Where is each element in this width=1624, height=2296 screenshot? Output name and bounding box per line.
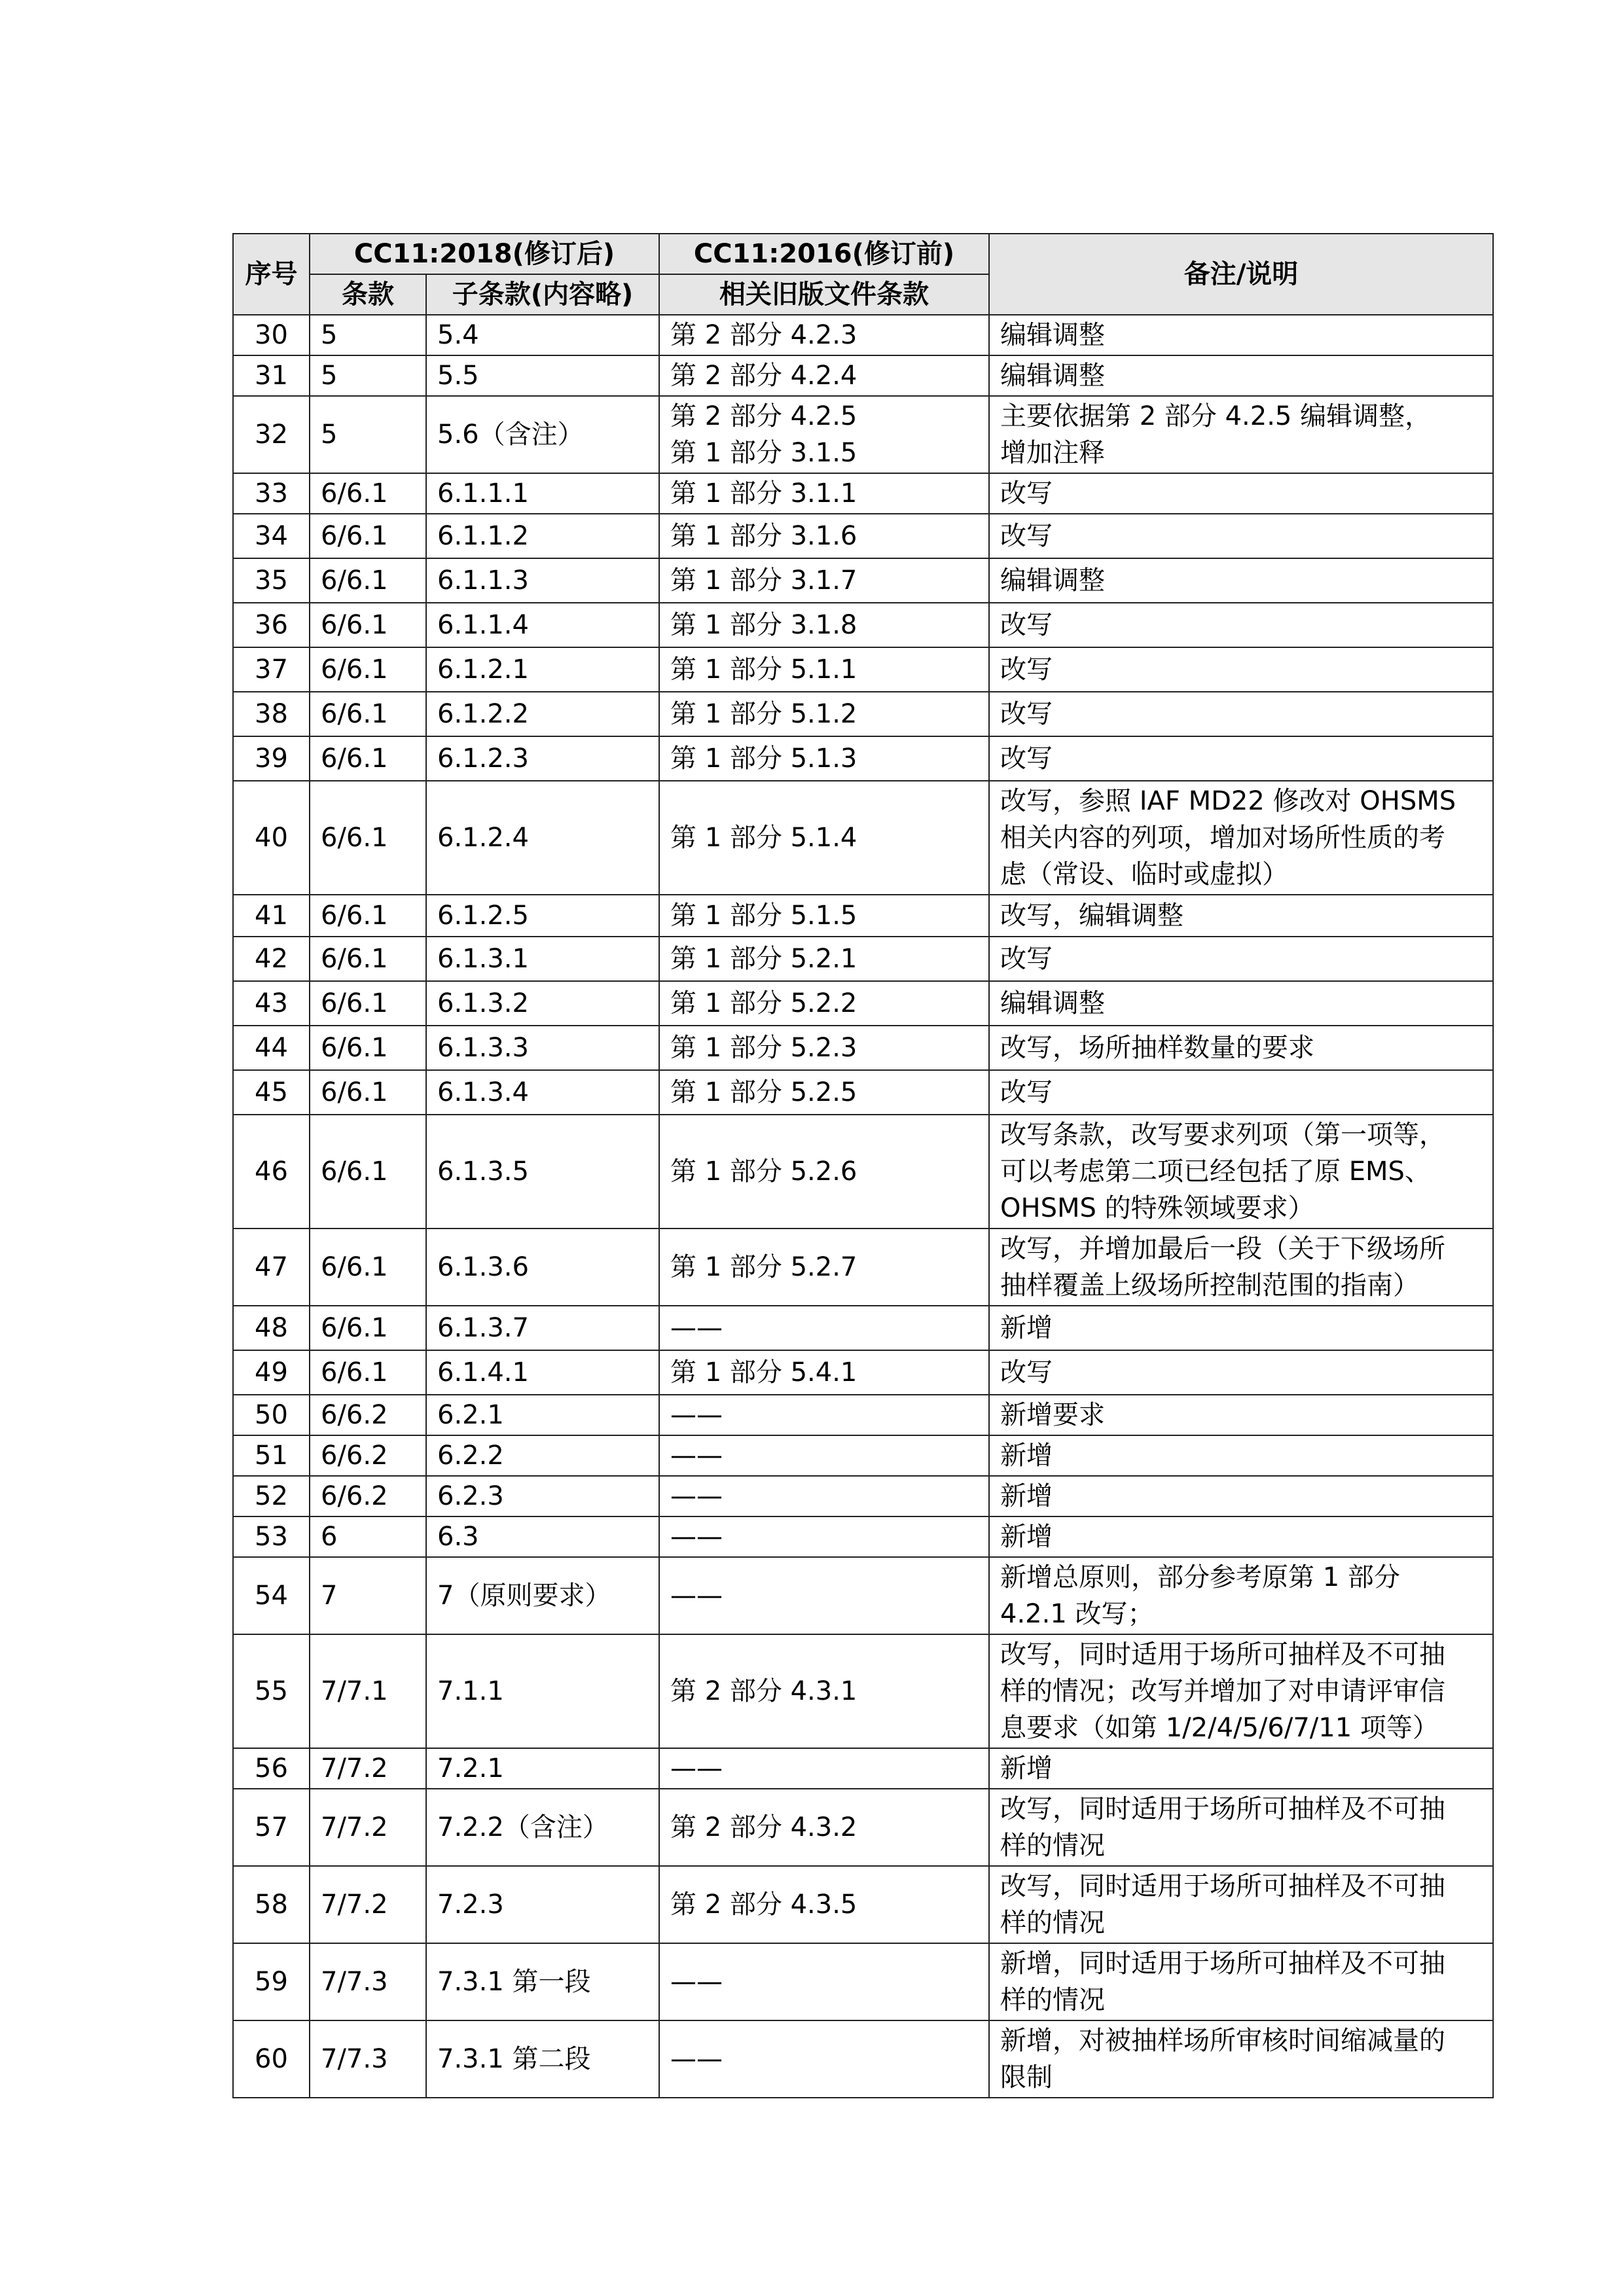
table-header [233,234,1493,315]
cell-subclause: 6.2.1 [426,1395,659,1435]
cell-old-clause: 第 1 部分 3.1.8 [659,603,989,647]
table-row [233,1306,1493,1350]
cell-note: 主要依据第 2 部分 4.2.5 编辑调整， 增加注释 [989,396,1493,473]
cell-subclause: 7（原则要求） [426,1557,659,1634]
cell-clause: 6/6.1 [310,1229,426,1306]
table-row [233,473,1493,514]
cell-clause: 5 [310,315,426,355]
header-old-clause: 相关旧版文件条款 [659,274,989,315]
cell-subclause: 7.3.1 第二段 [426,2020,659,2098]
cell-seq: 48 [233,1306,310,1350]
cell-note: 改写，同时适用于场所可抽样及不可抽 样的情况 [989,1866,1493,1943]
cell-seq: 41 [233,895,310,937]
header-clause: 条款 [310,274,426,315]
cell-seq: 53 [233,1516,310,1557]
cell-old-clause: 第 1 部分 3.1.7 [659,558,989,603]
cell-old-clause: 第 1 部分 5.4.1 [659,1350,989,1395]
cell-subclause: 5.5 [426,355,659,396]
cell-clause: 5 [310,396,426,473]
cell-subclause: 7.1.1 [426,1634,659,1748]
table-row [233,1395,1493,1435]
table-row [233,603,1493,647]
cell-note: 编辑调整 [989,315,1493,355]
cell-old-clause: 第 2 部分 4.2.3 [659,315,989,355]
cell-note: 编辑调整 [989,558,1493,603]
cell-clause: 6/6.2 [310,1395,426,1435]
table-row [233,1516,1493,1557]
cell-old-clause: 第 1 部分 5.2.6 [659,1115,989,1229]
cell-note: 新增，同时适用于场所可抽样及不可抽 样的情况 [989,1943,1493,2020]
cell-clause: 6/6.1 [310,603,426,647]
cell-seq: 36 [233,603,310,647]
table-row [233,1070,1493,1115]
cell-subclause: 7.2.1 [426,1748,659,1789]
cell-old-clause: —— [659,2020,989,2098]
cell-subclause: 6.1.3.7 [426,1306,659,1350]
cell-seq: 45 [233,1070,310,1115]
cell-clause: 6/6.2 [310,1476,426,1516]
cell-old-clause: 第 2 部分 4.2.5 第 1 部分 3.1.5 [659,396,989,473]
cell-clause: 7/7.2 [310,1748,426,1789]
cell-seq: 59 [233,1943,310,2020]
cell-clause: 6/6.1 [310,647,426,692]
cell-seq: 33 [233,473,310,514]
cell-clause: 6/6.1 [310,1115,426,1229]
cell-seq: 46 [233,1115,310,1229]
header-cc11-2018: CC11:2018(修订后) [310,234,659,274]
cell-old-clause: 第 1 部分 5.2.2 [659,981,989,1026]
table-row [233,396,1493,473]
cell-seq: 51 [233,1435,310,1476]
cell-seq: 55 [233,1634,310,1748]
cell-seq: 57 [233,1789,310,1866]
cell-old-clause: 第 2 部分 4.2.4 [659,355,989,396]
cell-old-clause: 第 1 部分 5.1.5 [659,895,989,937]
table-body [233,315,1493,2098]
cell-old-clause: —— [659,1306,989,1350]
cell-seq: 56 [233,1748,310,1789]
cell-subclause: 6.3 [426,1516,659,1557]
cell-subclause: 7.2.2（含注） [426,1789,659,1866]
cell-seq: 52 [233,1476,310,1516]
cell-clause: 6/6.1 [310,473,426,514]
cell-clause: 7 [310,1557,426,1634]
cell-seq: 44 [233,1026,310,1070]
cell-seq: 35 [233,558,310,603]
cell-clause: 6/6.1 [310,1350,426,1395]
table-row [233,692,1493,736]
table-row [233,1115,1493,1229]
table-row [233,781,1493,895]
cell-subclause: 6.1.1.2 [426,514,659,558]
cell-old-clause: 第 1 部分 5.2.7 [659,1229,989,1306]
cell-seq: 54 [233,1557,310,1634]
cell-subclause: 6.1.3.2 [426,981,659,1026]
cell-note: 编辑调整 [989,981,1493,1026]
cell-seq: 50 [233,1395,310,1435]
cell-old-clause: —— [659,1943,989,2020]
cell-note: 新增要求 [989,1395,1493,1435]
table-row [233,1229,1493,1306]
cell-subclause: 6.1.3.3 [426,1026,659,1070]
cell-note: 改写，参照 IAF MD22 修改对 OHSMS 相关内容的列项，增加对场所性质的考 虑（常设、临时或虚拟） [989,781,1493,895]
cell-subclause: 6.1.4.1 [426,1350,659,1395]
cell-subclause: 6.2.3 [426,1476,659,1516]
cell-subclause: 5.4 [426,315,659,355]
header-seq: 序号 [233,234,310,315]
cell-note: 改写 [989,1350,1493,1395]
cell-clause: 7/7.2 [310,1789,426,1866]
table-row [233,736,1493,781]
cell-note: 新增 [989,1306,1493,1350]
cell-clause: 6/6.1 [310,558,426,603]
cell-note: 改写 [989,692,1493,736]
cell-note: 改写 [989,514,1493,558]
cell-clause: 6/6.1 [310,937,426,981]
table-row [233,1026,1493,1070]
cell-subclause: 6.1.2.3 [426,736,659,781]
cell-clause: 7/7.3 [310,2020,426,2098]
cell-subclause: 7.2.3 [426,1866,659,1943]
cell-note: 改写 [989,937,1493,981]
cell-subclause: 6.1.3.1 [426,937,659,981]
cell-subclause: 6.1.3.6 [426,1229,659,1306]
cell-note: 编辑调整 [989,355,1493,396]
cell-subclause: 6.1.2.2 [426,692,659,736]
table-row [233,1634,1493,1748]
cell-old-clause: —— [659,1557,989,1634]
cell-subclause: 6.1.2.4 [426,781,659,895]
cell-subclause: 6.1.1.4 [426,603,659,647]
header-subclause: 子条款(内容略) [426,274,659,315]
cell-note: 改写 [989,603,1493,647]
table-row [233,315,1493,355]
cell-old-clause: —— [659,1435,989,1476]
table-row [233,1557,1493,1634]
cell-clause: 6/6.1 [310,692,426,736]
cell-note: 改写，同时适用于场所可抽样及不可抽 样的情况 [989,1789,1493,1866]
cell-seq: 39 [233,736,310,781]
cell-clause: 5 [310,355,426,396]
cell-seq: 30 [233,315,310,355]
cell-subclause: 6.2.2 [426,1435,659,1476]
cell-note: 新增 [989,1435,1493,1476]
cell-seq: 58 [233,1866,310,1943]
cell-seq: 60 [233,2020,310,2098]
cell-seq: 32 [233,396,310,473]
cell-old-clause: 第 1 部分 5.1.3 [659,736,989,781]
table-row [233,2020,1493,2098]
cell-note: 改写 [989,647,1493,692]
table-row [233,1789,1493,1866]
header-note: 备注/说明 [989,234,1493,315]
cell-old-clause: —— [659,1395,989,1435]
cell-note: 新增，对被抽样场所审核时间缩减量的 限制 [989,2020,1493,2098]
cell-subclause: 6.1.2.5 [426,895,659,937]
cell-old-clause: 第 2 部分 4.3.5 [659,1866,989,1943]
table-row [233,937,1493,981]
cell-old-clause: 第 1 部分 5.1.2 [659,692,989,736]
cell-old-clause: 第 1 部分 3.1.1 [659,473,989,514]
cell-subclause: 5.6（含注） [426,396,659,473]
cell-seq: 31 [233,355,310,396]
cell-clause: 6/6.1 [310,781,426,895]
cell-old-clause: 第 1 部分 5.1.4 [659,781,989,895]
cell-clause: 6/6.1 [310,1070,426,1115]
cell-note: 新增总原则，部分参考原第 1 部分 4.2.1 改写； [989,1557,1493,1634]
table-row [233,1435,1493,1476]
cell-subclause: 6.1.3.4 [426,1070,659,1115]
cell-old-clause: —— [659,1748,989,1789]
cell-note: 改写，同时适用于场所可抽样及不可抽 样的情况；改写并增加了对申请评审信 息要求（如第 1/2/4/5/6/7/11 项等） [989,1634,1493,1748]
table-row [233,1350,1493,1395]
cell-old-clause: 第 1 部分 3.1.6 [659,514,989,558]
table-row [233,1748,1493,1789]
table-row [233,647,1493,692]
cell-note: 改写条款，改写要求列项（第一项等， 可以考虑第二项已经包括了原 EMS、 OHSMS 的特殊领域要求） [989,1115,1493,1229]
cell-old-clause: 第 1 部分 5.2.5 [659,1070,989,1115]
cell-note: 改写 [989,736,1493,781]
table-row [233,514,1493,558]
table-row [233,895,1493,937]
cell-note: 新增 [989,1748,1493,1789]
cell-subclause: 7.3.1 第一段 [426,1943,659,2020]
comparison-table [232,233,1494,2098]
cell-subclause: 6.1.3.5 [426,1115,659,1229]
cell-clause: 6/6.1 [310,1306,426,1350]
cell-clause: 7/7.2 [310,1866,426,1943]
cell-clause: 7/7.3 [310,1943,426,2020]
cell-old-clause: —— [659,1516,989,1557]
table-row [233,981,1493,1026]
cell-old-clause: 第 1 部分 5.1.1 [659,647,989,692]
cell-seq: 38 [233,692,310,736]
cell-old-clause: 第 2 部分 4.3.1 [659,1634,989,1748]
cell-old-clause: 第 2 部分 4.3.2 [659,1789,989,1866]
table-row [233,1943,1493,2020]
cell-clause: 6/6.1 [310,1026,426,1070]
cell-note: 改写，场所抽样数量的要求 [989,1026,1493,1070]
cell-note: 改写，编辑调整 [989,895,1493,937]
cell-note: 改写 [989,1070,1493,1115]
cell-seq: 43 [233,981,310,1026]
cell-note: 改写，并增加最后一段（关于下级场所 抽样覆盖上级场所控制范围的指南） [989,1229,1493,1306]
cell-subclause: 6.1.2.1 [426,647,659,692]
cell-seq: 34 [233,514,310,558]
cell-clause: 7/7.1 [310,1634,426,1748]
header-cc11-2016: CC11:2016(修订前) [659,234,989,274]
cell-note: 新增 [989,1516,1493,1557]
table-row [233,1476,1493,1516]
table-row [233,1866,1493,1943]
cell-clause: 6/6.2 [310,1435,426,1476]
cell-clause: 6/6.1 [310,736,426,781]
cell-note: 新增 [989,1476,1493,1516]
cell-note: 改写 [989,473,1493,514]
cell-seq: 37 [233,647,310,692]
cell-seq: 40 [233,781,310,895]
cell-old-clause: —— [659,1476,989,1516]
cell-seq: 42 [233,937,310,981]
cell-clause: 6/6.1 [310,514,426,558]
table-row [233,558,1493,603]
cell-clause: 6 [310,1516,426,1557]
cell-clause: 6/6.1 [310,895,426,937]
cell-clause: 6/6.1 [310,981,426,1026]
cell-subclause: 6.1.1.1 [426,473,659,514]
table-row [233,355,1493,396]
cell-seq: 49 [233,1350,310,1395]
cell-old-clause: 第 1 部分 5.2.1 [659,937,989,981]
cell-old-clause: 第 1 部分 5.2.3 [659,1026,989,1070]
cell-subclause: 6.1.1.3 [426,558,659,603]
cell-seq: 47 [233,1229,310,1306]
